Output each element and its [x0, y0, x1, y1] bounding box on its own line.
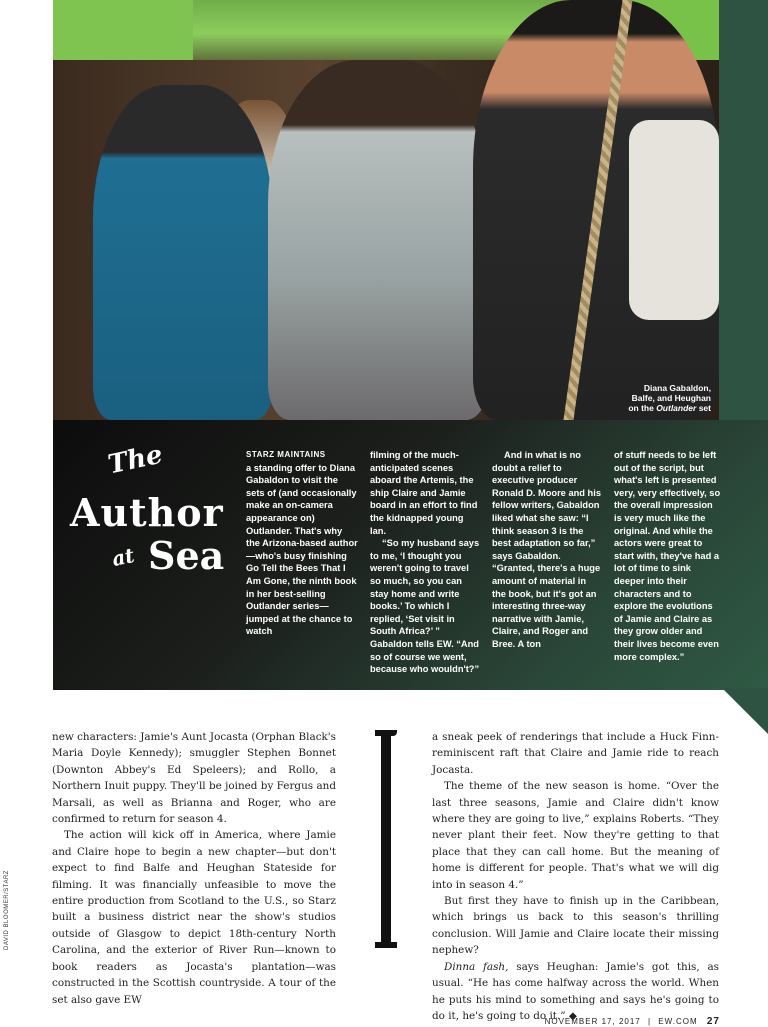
sidebar-title — [70, 439, 230, 585]
article-paragraph: But first they have to finish up in the Caribbean, which brings us back to this season's thrilling conclusion. Will Jamie and Claire locate their missing nephew? — [432, 895, 719, 957]
sidebar-paragraph: a standing offer to Diana Gabaldon to visit the sets of (and occasionally make an on-camera appearance on) Outlander. That's why the Arizona-based author—who's busy finishing Go Tell the Bees That I Am Gone, the ninth book in her best-selling Outlander series—jumped at the chance to watch — [246, 462, 358, 637]
sidebar-paragraph: And in what is no doubt a relief to executive producer Ronald D. Moore and his fellow writers, Gabaldon liked what she saw: “I think season 3 is the best adaptation so far,” says Gabaldon. “Granted, there's a huge amount of material in the book, but it's got an interesting three-way narrative with Jamie, Claire, and Roger and Bree. A ton — [492, 450, 601, 649]
article-paragraph: a sneak peek of renderings that include a Huck Finn-reminiscent raft that Claire and Jamie ride to reach Jocasta. — [432, 731, 719, 776]
title-the: The — [105, 439, 166, 481]
corner-triangle — [722, 688, 768, 734]
article-column-1 — [52, 729, 336, 1008]
article-paragraph: The action will kick off in America, where Jamie and Claire hope to begin a new chapter—but don't expect to find Balfe and Heughan Stateside for filming. It was financially unfeasible to move the entire production from Scotland to the U.S., so Starz built a business district near the show's studios outside of Glasgow to depict 18th-century North Carolina, and the exterior of River Run—known to book readers as Jocasta's plantation—was constructed in the Scottish countryside. A tour of the set also gave EW — [52, 829, 336, 1006]
sidebar-column-2 — [370, 449, 480, 676]
page-number: 27 — [706, 1016, 720, 1027]
balfe-figure — [268, 60, 488, 420]
footer-date: NOVEMBER 17, 2017 — [544, 1017, 641, 1026]
sidebar-paragraph: “So my husband says to me, ‘I thought you weren't going to travel so much, so you can stay home and write books.’ To which I replied, ‘Set visit in South Africa?’ ” Gabaldon tells EW. “And so of course we went, because who wouldn't?” — [370, 538, 480, 675]
sidebar-column-4 — [614, 449, 722, 663]
article-paragraph: Dinna fash, says Heughan: Jamie's got this, as usual. “He has come halfway across the world. When he puts his mind to something and says he's going to do it, he's going to do it.” ◆ — [432, 960, 719, 1022]
sidebar-column-3 — [492, 449, 602, 651]
title-author: Author — [70, 490, 224, 535]
sidebar-paragraph: filming of the much-anticipated scenes aboard the Artemis, the ship Claire and Jamie board in an effort to find the kidnapped young Ian. — [370, 450, 478, 536]
title-sea: Sea — [148, 533, 225, 578]
diana-gabaldon-figure — [93, 85, 273, 420]
drop-cap-i — [375, 730, 397, 950]
footer-site: EW.COM — [658, 1017, 698, 1026]
sidebar-lead: STARZ MAINTAINS — [246, 450, 326, 459]
green-edge-strip — [719, 0, 768, 420]
title-at: at — [109, 542, 137, 572]
article-paragraph: new characters: Jamie's Aunt Jocasta (Orphan Black's Maria Doyle Kennedy); smuggler Stephen Bonnet (Downton Abbey's Ed Speleers); and Rollo, a Northern Inuit puppy. They'll be joined by Fergus and Marsali, as well as Brianna and Roger, who are confirmed to return for season 4. — [52, 731, 336, 826]
hero-photo — [53, 0, 719, 420]
article-paragraph: The theme of the new season is home. “Over the last three seasons, Jamie and Claire didn't know where they are going to live,” explains Roberts. “They never plant their feet. Now they're getting to that place that they can call home. But the meaning of home is different for people. That's what we will dig into in season 4.” — [432, 780, 719, 891]
sidebar-column-1 — [246, 449, 358, 638]
sidebar-paragraph: of stuff needs to be left out of the script, but what's left is presented very, very effectively, so the overall impression is very much like the original. And while the actors were great to start with, they've had a lot of time to sink deeper into their characters and to explore the evolutions of Jamie and Claire as they grow older and their lives become even more complex.” — [614, 450, 721, 662]
article-column-2 — [432, 729, 719, 1024]
photo-credit: DAVID BLOOMER/STARZ — [4, 870, 10, 950]
photo-caption: Diana Gabaldon, Balfe, and Heughan on the Outlander set — [628, 383, 711, 413]
page-footer: NOVEMBER 17, 2017 | EW.COM 27 — [544, 1016, 720, 1027]
